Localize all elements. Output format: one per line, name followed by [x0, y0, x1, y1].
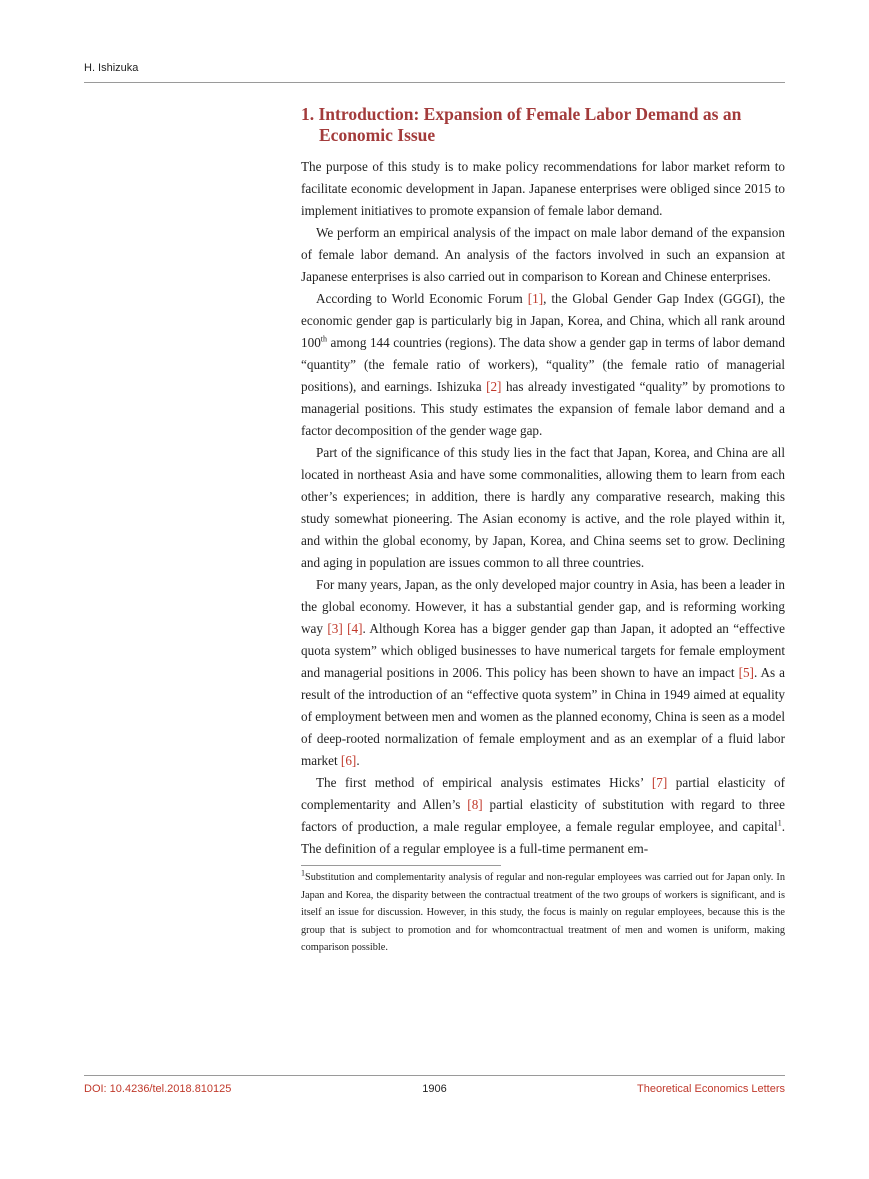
article-body	[301, 104, 785, 957]
superscript-th: th	[320, 334, 328, 344]
paragraph-text: . As a result of the introduction of an “effective quota system” in China in 1949 aimed at equality of employment between men and women as the planned economy, China is seen as a model of deep-rooted normalization of female employment and as an exemplar of a fluid labor market	[301, 665, 786, 768]
paragraph-3	[301, 288, 785, 442]
footer-doi-link[interactable]: DOI: 10.4236/tel.2018.810125	[84, 1083, 232, 1095]
footnote-text: Substitution and complementarity analysis of regular and non-regular employees was carried out for Japan only. In Japan and Korea, the disparity between the contractual treatment of the two groups of workers is significant, and is itself an issue for discussion. However, in this study, the focus is mainly on regular employees, because this is the group that is subject to promotion and for whomcontractual treatment of men and women is uniform, making comparison possible.	[301, 872, 785, 954]
header-divider	[84, 82, 785, 83]
paragraph-text: . The definition of a regular employee is a full-time permanent em-	[301, 819, 785, 856]
paragraph-2	[301, 222, 785, 288]
footnote-marker[interactable]: 1	[777, 818, 782, 828]
paragraph-6	[301, 772, 785, 860]
footnote-divider	[301, 865, 501, 866]
paragraph-text: has already investigated “quality” by promotions to managerial positions. This study estimates the expansion of female labor demand and a factor decomposition of the gender wage gap.	[301, 379, 785, 438]
paragraph-4	[301, 442, 785, 574]
footer-divider	[84, 1075, 785, 1076]
paragraph-text: For many years, Japan, as the only developed major country in Asia, has been a leader in the global economy. However, it has a substantial gender gap, and is reforming working way	[301, 577, 785, 636]
paragraph-text: We perform an empirical analysis of the impact on male labor demand of the expansion of female labor demand. An analysis of the factors involved in such an expansion at Japanese enterprises is also carried out in comparison to Korean and Chinese enterprises.	[301, 225, 785, 284]
paragraph-text: According to World Economic Forum	[316, 291, 528, 306]
citation-link-4[interactable]: [4]	[347, 621, 363, 636]
citation-link-7[interactable]: [7]	[651, 775, 668, 790]
section-heading: 1. Introduction: Expansion of Female Labor Demand as an Economic Issue	[301, 104, 742, 145]
citation-link-5[interactable]: [5]	[738, 665, 754, 680]
citation-link-2[interactable]: [2]	[486, 379, 502, 394]
footnote	[301, 869, 785, 957]
paragraph-5	[301, 574, 785, 772]
paragraph-1	[301, 156, 785, 222]
paragraph-text: partial elasticity of complementarity and Allen’s	[301, 775, 785, 812]
paragraph-text: among 144 countries (regions). The data show a gender gap in terms of labor demand “quantity” (the female ratio of workers), “quality” (the female ratio of managerial positions), and earnings. Ishizuka	[301, 335, 785, 394]
paragraph-text: , the Global Gender Gap Index (GGGI), the economic gender gap is particularly big in Japan, Korea, and China, which all rank around 100	[301, 291, 785, 350]
citation-link-6[interactable]: [6]	[340, 753, 357, 768]
footer-journal-link[interactable]: Theoretical Economics Letters	[637, 1083, 785, 1095]
paragraph-text: Part of the significance of this study lies in the fact that Japan, Korea, and China are all located in northeast Asia and have some commonalities, allowing them to learn from each other’s experiences; in addition, there is hardly any comparative research, making this study somewhat pioneering. The Asian economy is active, and the role played within it, and within the global economy, by Japan, Korea, and China seems set to grow. Declining and aging in population are issues common to all three countries.	[301, 445, 785, 570]
paragraph-text: The purpose of this study is to make policy recommendations for labor market reform to facilitate economic development in Japan. Japanese enterprises were obliged since 2015 to implement initiatives to promote expansion of female labor demand.	[301, 159, 785, 218]
citation-link-1[interactable]: [1]	[527, 291, 544, 306]
paragraph-text: .	[356, 753, 360, 768]
footnote-number: 1	[301, 868, 305, 878]
paragraph-text: . Although Korea has a bigger gender gap than Japan, it adopted an “effective quota system” which obliged businesses to have numerical targets for female employment and managerial positions in 2006. This policy has been shown to have an impact	[301, 621, 785, 680]
paragraph-text: partial elasticity of substitution with regard to three factors of production, a male regular employee, a female regular employee, and capital	[301, 797, 785, 834]
footer-page-number: 1906	[422, 1083, 447, 1095]
running-header-author: H. Ishizuka	[84, 62, 139, 74]
paragraph-text: The first method of empirical analysis estimates Hicks’	[316, 775, 652, 790]
citation-link-8[interactable]: [8]	[467, 797, 483, 812]
citation-link-3[interactable]: [3]	[327, 621, 343, 636]
